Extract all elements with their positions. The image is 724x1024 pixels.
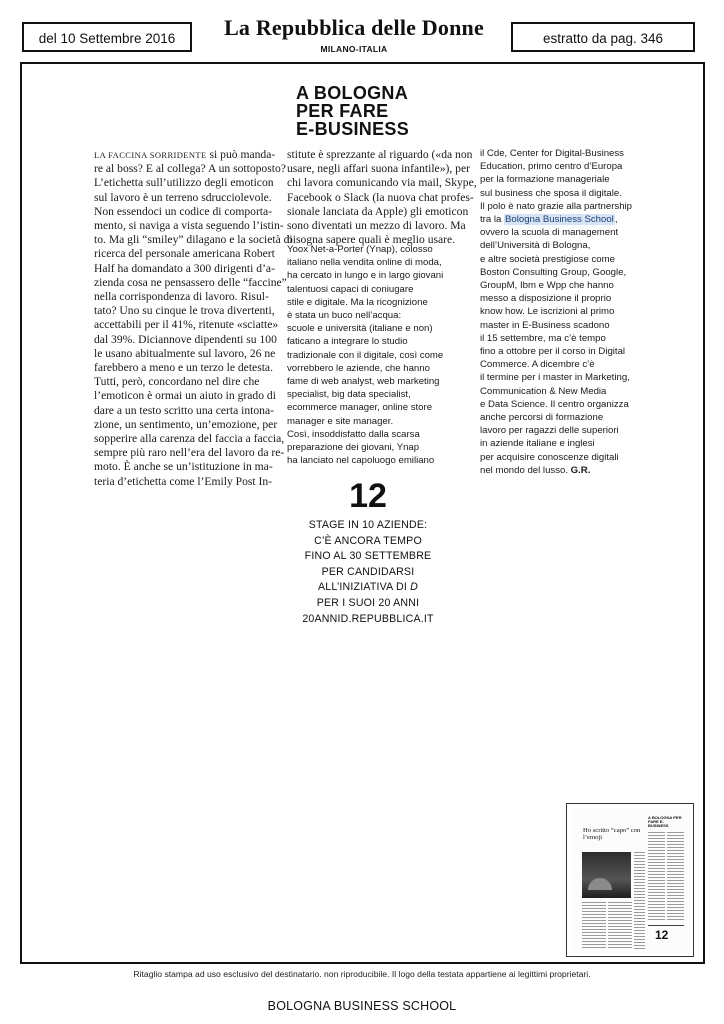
text-line: preparazione dei giovani, Ynap (287, 442, 420, 454)
text-line: sionale lanciata da Apple) gli emoticon (287, 204, 469, 218)
stat-number: 12 (349, 477, 387, 515)
text-line: scuole e università (italiane e non) (287, 323, 433, 335)
text-line: chi lavora comunicando via mail, Skype, (287, 176, 477, 190)
sidebar-column-2 (287, 243, 473, 467)
issue-date: del 10 Settembre 2016 (38, 31, 176, 46)
text-line: farebbero a meno e un terzo le detesta. (94, 361, 273, 375)
thumbnail-text-block (648, 832, 665, 922)
stat-text (285, 518, 451, 627)
text-line: fino a ottobre per il corso in Digital (480, 346, 626, 358)
text-line: vorrebbero le aziende, che hanno (287, 362, 430, 374)
text-line: per acquisire conoscenze digitali (480, 451, 619, 463)
text-line: moto. È anche se un’istituzione in ma- (94, 460, 273, 474)
text-line: per la formazione manageriale (480, 174, 610, 186)
text-line: tato? Uno su cinque le trova divertenti, (94, 304, 275, 318)
headline-line: E-BUSINESS (296, 119, 410, 139)
text-line: Half ha domandato a 300 dirigenti d’a- (94, 261, 275, 275)
sidebar-column-3 (480, 147, 670, 477)
thumbnail-text-block (667, 832, 684, 922)
text-line: Commerce. A dicembre c’è (480, 359, 595, 371)
text-line: master in E-Business scadono (480, 319, 610, 331)
stat-line: PER I SUOI 20 ANNI (316, 596, 420, 609)
text-line: specialist, big data specialist, (287, 389, 411, 401)
text-line: Tutti, però, concordano nel dire che (94, 375, 260, 389)
headline-line: A BOLOGNA (296, 83, 409, 103)
text-line: anche percorsi di formazione (480, 412, 604, 424)
page-thumbnail (566, 803, 694, 957)
magazine-initial: D (410, 581, 418, 594)
text-line: Il polo è nato grazie alla partnership (480, 200, 632, 212)
text-line: faticano a integrare lo studio (287, 336, 408, 348)
text-line: accettabili per il 41%, ritenute «sciatte» (94, 318, 279, 332)
text-line: sul business che sposa il digitale. (480, 187, 622, 199)
stat-line: FINO AL 30 SETTEMBRE (304, 550, 432, 563)
article-headline (296, 84, 409, 138)
stat-line: PER CANDIDARSI (321, 565, 415, 578)
thumbnail-number: 12 (655, 928, 669, 942)
thumbnail-text-block (634, 852, 645, 950)
text-line: ha cercato in lungo e in largo giovani (287, 270, 444, 282)
text-line: dal 39%. Diciannove dipendenti su 100 (94, 332, 277, 346)
text-line: bisogna sapere quali è meglio usare. (287, 233, 456, 247)
stat-line: STAGE IN 10 AZIENDE: (308, 519, 428, 531)
thumbnail-rule (648, 925, 684, 926)
text-line: teria d’etichetta come l’Emily Post In- (94, 474, 273, 488)
stat-line: ALL’INIZIATIVA DI D (318, 581, 418, 594)
text-line: messo a disposizione il proprio (480, 293, 612, 305)
copyright-disclaimer: Ritaglio stampa ad uso esclusivo del destinatario. non riproducibile. Il logo della testata appartiene ai legittimi proprietari. (133, 969, 591, 979)
text-line: talentuosi capaci di coniugare (287, 283, 414, 295)
stat-callout (285, 478, 451, 627)
text-line: il 15 settembre, ma c’è tempo (480, 332, 606, 344)
thumbnail-photo (582, 852, 631, 898)
text-line: l’emoticon è ormai un aiuto in grado di (94, 389, 276, 403)
thumbnail-text-block (582, 902, 606, 950)
headline-line: PER FARE (296, 101, 389, 121)
stat-line: 20ANNID.REPUBBLICA.IT (302, 612, 434, 625)
stat-line: C’È ANCORA TEMPO (314, 534, 422, 547)
text-line: Education, primo centro d’Europa (480, 161, 623, 173)
text-line: italiano nella vendita online di moda, (287, 257, 442, 269)
text-line: Facebook o Slack (la nuova chat profes- (287, 190, 474, 204)
text-line: lavoro per ragazzi delle superiori (480, 425, 619, 437)
masthead-place: MILANO-ITALIA (320, 44, 388, 54)
highlighted-school-name: Bologna Business School (505, 214, 614, 226)
text-line: re al boss? E al collega? A un sottoposto? (94, 162, 286, 176)
extract-page: estratto da pag. 346 (542, 31, 664, 46)
text-line: sul lavoro è un terreno sdrucciolevole. (94, 190, 272, 204)
thumbnail-title: Ho scritto “capo” con l’emoji (583, 827, 641, 841)
text-line: fame di web analyst, web marketing (287, 376, 440, 388)
text-line: usare, negli affari suona infantile»), per (287, 162, 470, 176)
text-line: stitute è sprezzante al riguardo («da non (287, 148, 473, 161)
text-line: zione, un sentimento, un’emozione, per (94, 417, 278, 431)
text-line: GroupM, Ibm e Wpp che hanno (480, 280, 614, 292)
text-line: le usano abitualmente sul lavoro, 26 ne (94, 346, 276, 360)
text-line: dell’Università di Bologna, (480, 240, 591, 252)
lead-in: LA FACCINA SORRIDENTE (94, 150, 207, 160)
text-line: L’etichetta sull’utilizzo degli emoticon (94, 176, 274, 190)
text-line: Communication & New Media (480, 385, 607, 397)
author-initials: G.R. (570, 464, 591, 476)
text-line: Non essendoci un codice di comporta- (94, 204, 273, 218)
text-line: sono diventati un mezzo di lavoro. Ma (287, 219, 466, 233)
text-line: stile e digitale. Ma la ricognizione (287, 296, 428, 308)
text-line: Boston Consulting Group, Google, (480, 266, 627, 278)
text-line: ha lanciato nel capoluogo emiliano (287, 455, 435, 467)
text-line: il Cde, Center for Digital-Business (480, 148, 624, 159)
text-line: ecommerce manager, online store (287, 402, 433, 414)
article-column-1 (94, 148, 293, 489)
text-line: e Data Science. Il centro organizza (480, 398, 629, 410)
text-line: Yoox Net-a-Porter (Ynap), colosso (287, 244, 433, 255)
text-line: è stata un buco nell’acqua: (287, 310, 402, 322)
thumbnail-text-block (608, 902, 632, 950)
text-line: tra la Bologna Business School, (480, 214, 618, 226)
client-footer: BOLOGNA BUSINESS SCHOOL (267, 999, 457, 1013)
date-box (22, 22, 192, 52)
text-line: in aziende italiane e inglesi (480, 438, 595, 450)
text-line: dare a un testo scritto una certa intona- (94, 403, 274, 417)
lead-rest: si può manda- (206, 148, 276, 161)
text-line: mento, si naviga a vista seguendo l’istin- (94, 219, 284, 233)
article-column-2 (287, 148, 477, 247)
text-line (94, 148, 280, 162)
masthead: La Repubblica delle Donne (224, 15, 484, 40)
text-line: nella corrispondenza di lavoro. Risul- (94, 290, 269, 304)
text-line: sopperire alla carenza del faccia a faccia, (94, 432, 285, 446)
thumbnail-page (571, 808, 690, 954)
text-line: tradizionale con il digitale, così come (287, 349, 444, 361)
text-line: e altre società prestigiose come (480, 253, 615, 265)
text-line: manager e site manager. (287, 415, 394, 427)
text-line: il termine per i master in Marketing, (480, 372, 630, 384)
text-line: know how. Le iscrizioni al primo (480, 306, 615, 318)
text-line: ricerca del personale americana Robert (94, 247, 275, 261)
text-line: Così, insoddisfatto dalla scarsa (287, 428, 420, 440)
text-line: zienda cosa ne pensassero delle “faccine” (94, 275, 287, 289)
text-line: to. Ma gli “smiley” dilagano e la società di (94, 233, 293, 247)
text-line: sempre più raro nell’era del lavoro da re- (94, 446, 285, 460)
text-line: ovvero la scuola di management (480, 227, 619, 239)
text-line: nel mondo del lusso. G.R. (480, 464, 591, 476)
thumbnail-headline: A BOLOGNA PER FARE E-BUSINESS (648, 815, 682, 828)
extract-box (511, 22, 695, 52)
